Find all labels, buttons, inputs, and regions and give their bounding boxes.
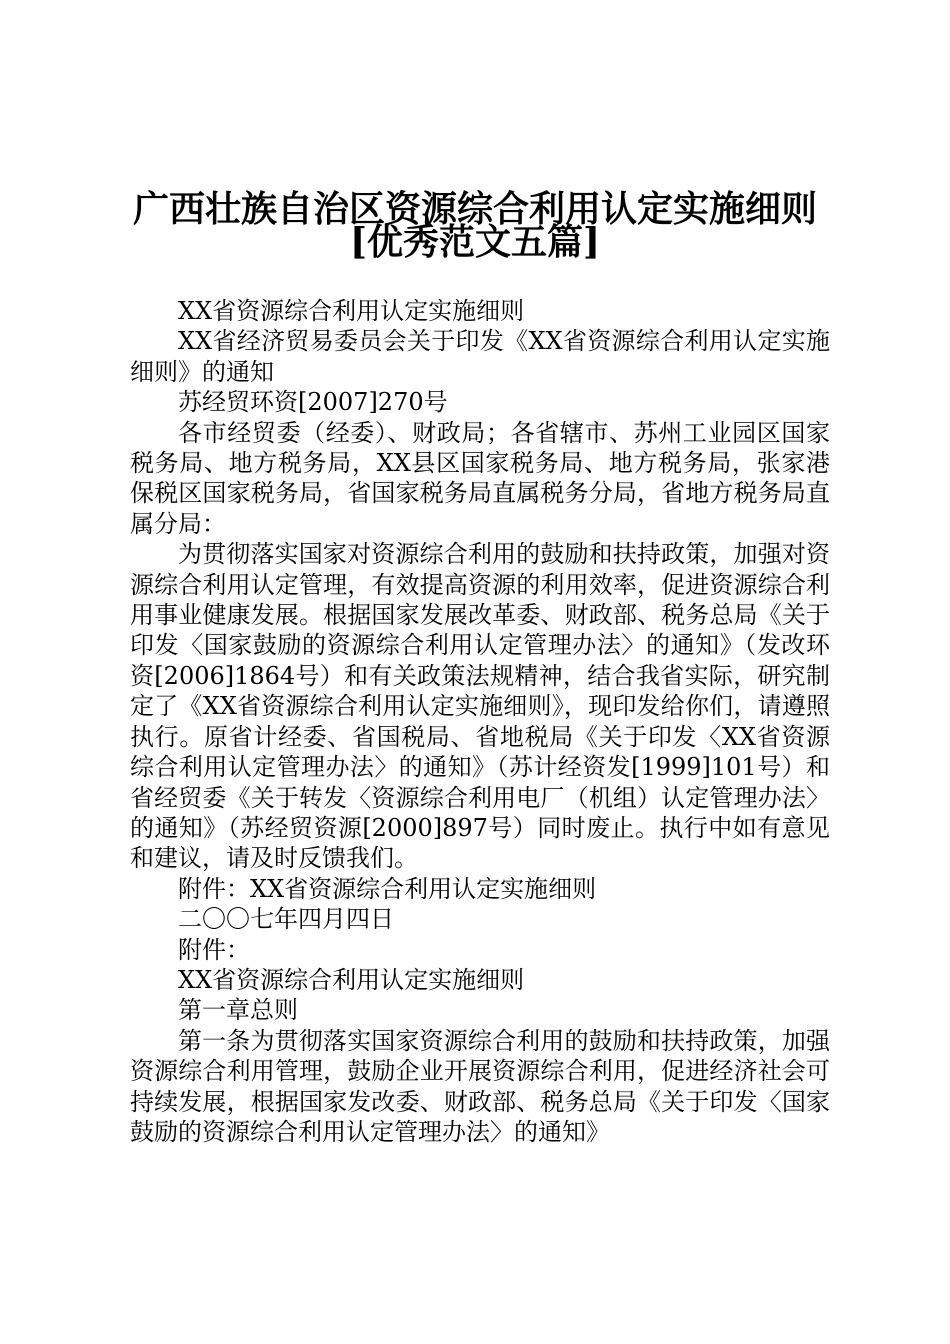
- document-subtitle: [优秀范文五篇]: [349, 221, 601, 263]
- paragraph: 第一章总则: [178, 996, 298, 1025]
- document-title: 广西壮族自治区资源综合利用认定实施细则: [132, 188, 817, 230]
- paragraph: XX省资源综合利用认定实施细则: [178, 297, 525, 325]
- paragraph: XX省资源综合利用认定实施细则: [178, 965, 525, 994]
- paragraph: 为贯彻落实国家对资源综合利用的鼓励和扶持政策，加强对资源综合利用认定管理，有效提高资源的利用效率，促进资源综合利用事业健康发展。根据国家发展改革委、财政部、税务总局《关于印发〈国家鼓励的资源综合利用认定管理办法〉的通知》（发改环资[2006]1864号）和有关政策法规精神，结合我省实际，研究制定了《XX省资源综合利用认定实施细则》，现印发给你们，请遵照执行。原省计经委、省国税局、省地税局《关于印发〈XX省资源综合利用认定管理办法〉的通知》（苏计经资发[1999]101号）和省经贸委《关于转发〈资源综合利用电厂（机组）认定管理办法〉的通知》（苏经贸资源[2000]897号）同时废止。执行中如有意见和建议，请及时反馈我们。: [130, 540, 830, 873]
- paragraph: 各市经贸委（经委）、财政局；各省辖市、苏州工业园区国家税务局、地方税务局，XX县区国家税务局、地方税务局，张家港保税区国家税务局，省国家税务局直属税务分局，省地方税务局直属分局：: [130, 418, 830, 538]
- paragraph: 第一条为贯彻落实国家资源综合利用的鼓励和扶持政策，加强资源综合利用管理，鼓励企业开展资源综合利用，促进经济社会可持续发展，根据国家发改委、财政部、税务总局《关于印发〈国家鼓励的资源综合利用认定管理办法〉的通知》: [130, 1026, 830, 1146]
- paragraph: 苏经贸环资[2007]270号: [178, 388, 448, 417]
- paragraph: XX省经济贸易委员会关于印发《XX省资源综合利用认定实施细则》的通知: [130, 327, 830, 386]
- paragraph: 附件：: [178, 935, 250, 964]
- paragraph: 附件：XX省资源综合利用认定实施细则: [178, 874, 597, 903]
- document-body: [130, 296, 830, 1147]
- paragraph: 二〇〇七年四月四日: [178, 905, 394, 934]
